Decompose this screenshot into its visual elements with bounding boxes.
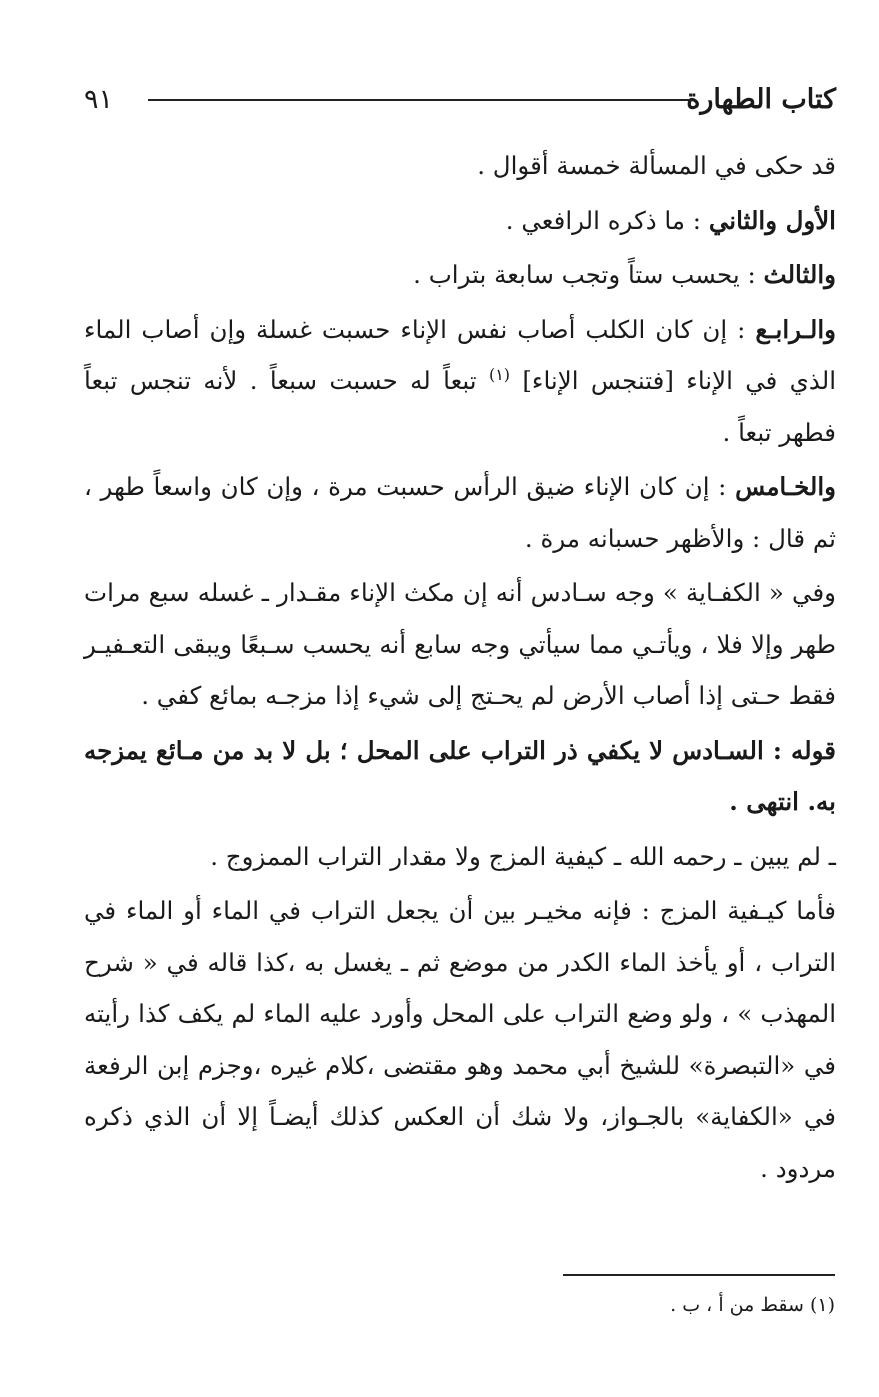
page-body <box>84 140 836 1197</box>
paragraph-lead: والخـامس <box>735 472 836 501</box>
paragraph-text: : ما ذكره الرافعي . <box>505 205 709 235</box>
paragraph-text: : إن كان الكلب أصاب نفس الإناء حسبت غسلة وإن أصاب الماء الذي في الإناء [فتنجس الإناء] <box>84 314 836 395</box>
paragraph-lead: والثالث <box>763 260 836 289</box>
footnote-rule <box>563 1274 835 1276</box>
paragraph-text: : إن كان الإناء ضيق الرأس حسبت مرة ، وإن كان واسعاً طهر ، ثم قال : والأظهر حسبانه مرة . <box>84 472 836 553</box>
paragraph <box>84 249 836 301</box>
paragraph <box>84 567 836 722</box>
header-rule <box>148 99 692 101</box>
paragraph <box>84 885 836 1194</box>
paragraph-lead: الأول والثاني <box>708 205 836 235</box>
paragraph-text: : يحسب ستاً وتجب سابعة بتراب . <box>413 260 764 289</box>
page-header <box>84 80 836 120</box>
paragraph <box>84 195 836 247</box>
paragraph-text: قوله : السـادس لا يكفي ذر التراب على المحل ؛ بل لا بد من مـائع يمزجه به. انتهى . <box>84 735 836 816</box>
paragraph-lead: والـرابـع <box>755 314 836 344</box>
paragraph-text: وفي « الكفـاية » وجه سـادس أنه إن مكث الإناء مقـدار ـ غسله سبع مرات طهر وإلا فلا ، ويأتـي مما سيأتي وجه سابع أنه يحسب سـبعًا ويبقى التعـفيـر فقط حـتى إذا أصاب الأرض لم يحـتج إلى شيء إذا مزجـه بمائع كفي . <box>84 578 836 710</box>
paragraph-text-continued: تبعاً له حسبت سبعاً . لأنه تنجس تبعاً فطهر تبعاً . <box>84 366 836 447</box>
chapter-title: كتاب الطهارة <box>686 84 836 115</box>
paragraph <box>84 461 836 564</box>
quoted-statement <box>84 725 836 828</box>
footnote: (١) سقط من أ ، ب . <box>670 1294 835 1316</box>
paragraph-text: ـ لم يبين ـ رحمه الله ـ كيفية المزج ولا مقدار التراب الممزوج . <box>210 841 836 871</box>
paragraph <box>84 304 836 459</box>
paragraph-text: فأما كيـفية المزج : فإنه مخيـر بين أن يجعل التراب في الماء أو الماء في التراب ، أو يأخذ الماء الكدر من موضع ثم ـ يغسل به ،كذا قاله في « شرح المهذب » ، ولو وضع التراب على المحل وأورد عليه الماء لم يكف كذا رأيته في «التبصرة» للشيخ أبي محمد وهو مقتضى ،كلام غيره ،وجزم إبن الرفعة في «الكفاية» بالجـواز، ولا شك أن العكس كذلك أيضـاً إلا أن الذي ذكره مردود . <box>84 896 836 1183</box>
paragraph-text: قد حكى في المسألة خمسة أقوال . <box>477 151 836 180</box>
page-number: ٩١ <box>84 84 114 115</box>
footnote-reference: (١) <box>488 364 511 384</box>
paragraph <box>84 140 836 192</box>
paragraph <box>84 831 836 883</box>
